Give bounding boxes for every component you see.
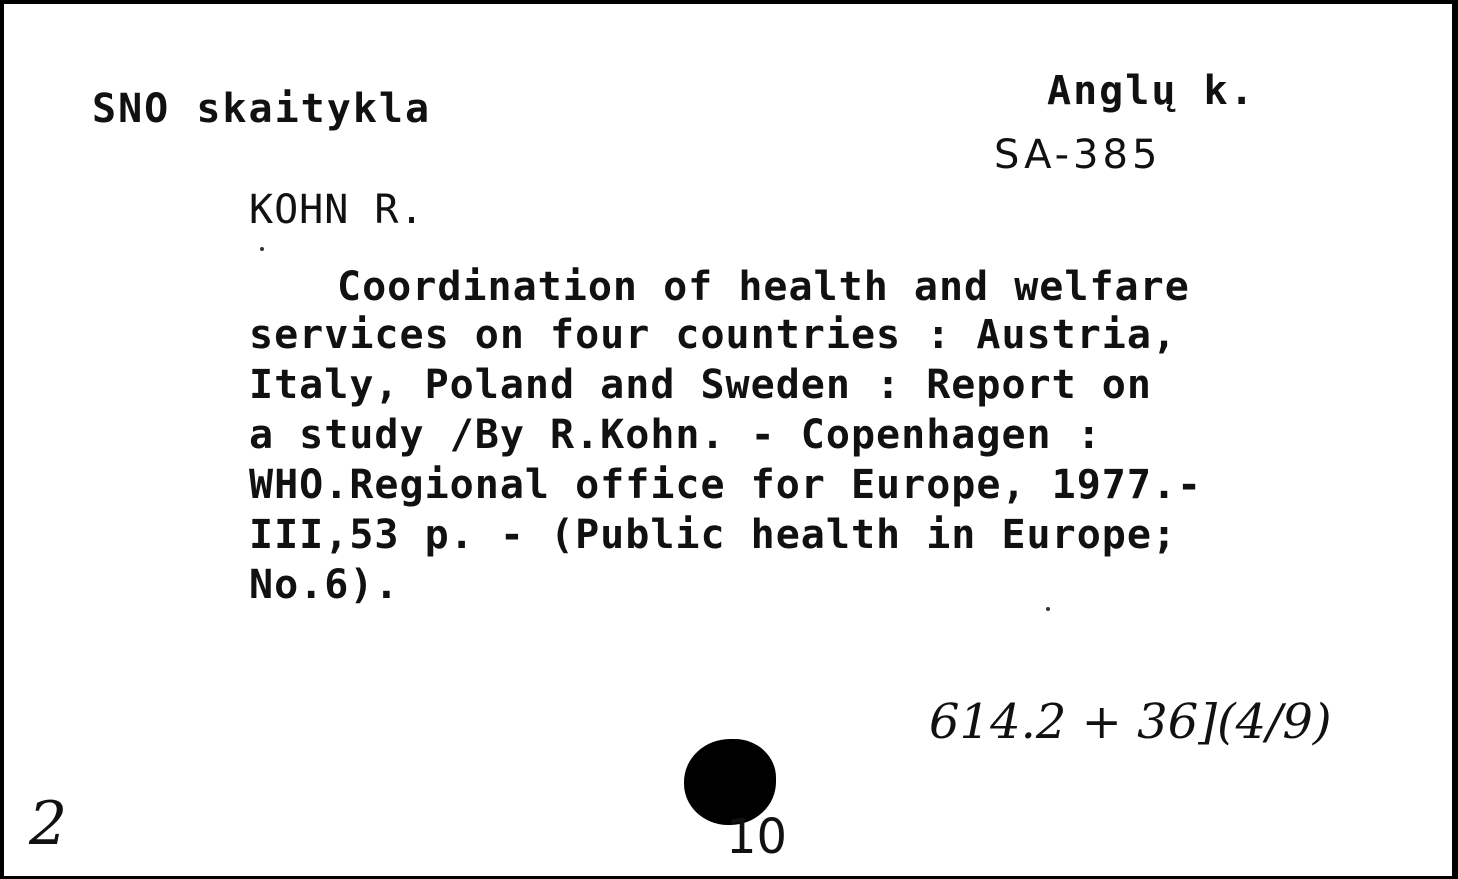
description-line: services on four countries : Austria, — [249, 312, 1178, 358]
shelfmark: SA-385 — [994, 132, 1162, 178]
description-line: Italy, Poland and Sweden : Report on — [249, 362, 1152, 408]
description-line: a study /By R.Kohn. - Copenhagen : — [249, 412, 1102, 458]
library-name: SNO skaitykla — [92, 86, 432, 132]
stamp-number: 10 — [726, 809, 788, 865]
description-line: Coordination of health and welfare — [337, 264, 1190, 310]
author-heading: KOHN R. — [249, 187, 425, 233]
speck — [260, 247, 264, 251]
card-number: 2 — [29, 789, 68, 859]
description-line: No.6). — [249, 562, 400, 608]
description-line: III,53 p. - (Public health in Europe; — [249, 512, 1178, 558]
description-line: WHO.Regional office for Europe, 1977.- — [249, 462, 1203, 508]
classification-number: 614.2 + 36](4/9) — [929, 694, 1332, 750]
language-note: Anglų k. — [1047, 68, 1256, 114]
speck — [1046, 607, 1050, 611]
